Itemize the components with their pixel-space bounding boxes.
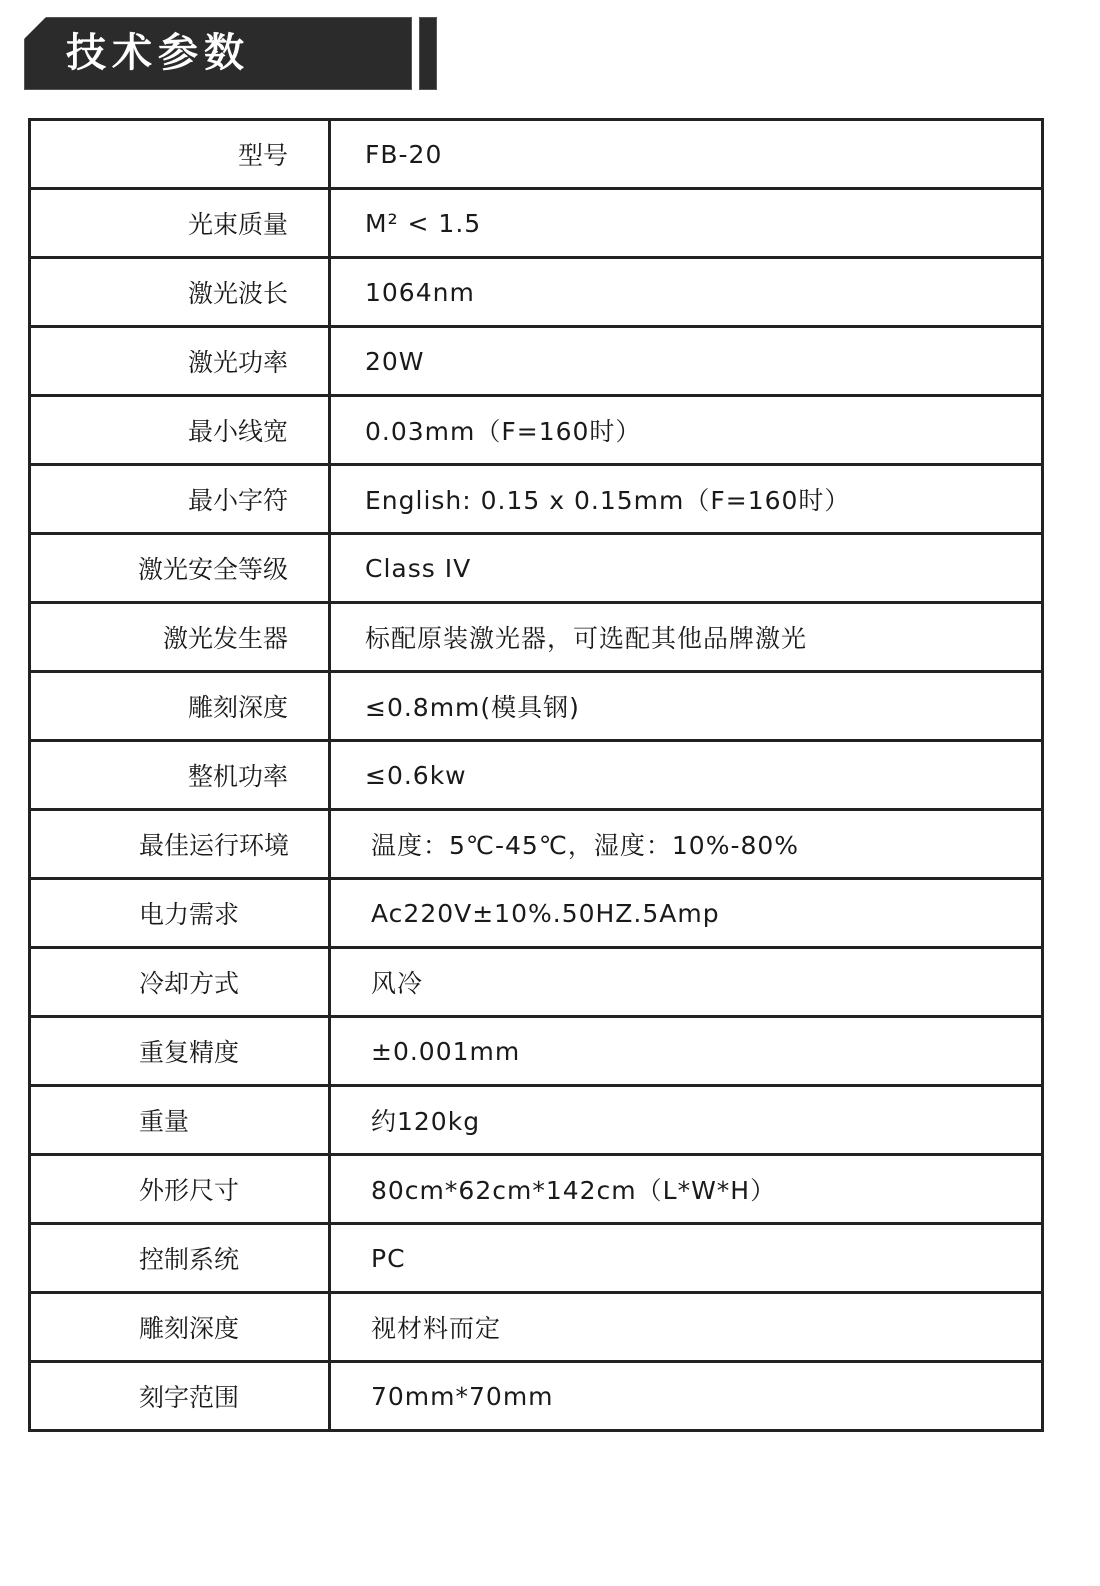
banner-accent-bar (419, 17, 437, 90)
spec-label: 雕刻深度 (30, 1293, 330, 1362)
spec-value: 标配原装激光器，可选配其他品牌激光 (330, 603, 1043, 672)
table-row (30, 465, 1043, 534)
table-row (30, 741, 1043, 810)
spec-value: M² < 1.5 (330, 189, 1043, 258)
spec-label: 冷却方式 (30, 948, 330, 1017)
spec-value: FB-20 (330, 120, 1043, 189)
spec-label: 激光波长 (30, 258, 330, 327)
spec-label: 整机功率 (30, 741, 330, 810)
spec-value: PC (330, 1224, 1043, 1293)
table-row (30, 396, 1043, 465)
banner-corner-notch (24, 17, 46, 39)
spec-label: 激光安全等级 (30, 534, 330, 603)
table-row (30, 1155, 1043, 1224)
spec-value: 温度：5℃-45℃，湿度：10%-80% (330, 810, 1043, 879)
spec-value: 约120kg (330, 1086, 1043, 1155)
spec-value: 80cm*62cm*142cm（L*W*H） (330, 1155, 1043, 1224)
table-row (30, 1017, 1043, 1086)
table-row (30, 1293, 1043, 1362)
spec-label: 重复精度 (30, 1017, 330, 1086)
table-row (30, 534, 1043, 603)
spec-label: 型号 (30, 120, 330, 189)
spec-label: 控制系统 (30, 1224, 330, 1293)
spec-value: 1064nm (330, 258, 1043, 327)
spec-value: Class IV (330, 534, 1043, 603)
table-row (30, 1362, 1043, 1431)
spec-label: 最小线宽 (30, 396, 330, 465)
section-title: 技术参数 (66, 30, 250, 76)
spec-value: ≤0.8mm(模具钢) (330, 672, 1043, 741)
table-row (30, 189, 1043, 258)
spec-label: 最小字符 (30, 465, 330, 534)
table-row (30, 879, 1043, 948)
spec-label: 外形尺寸 (30, 1155, 330, 1224)
spec-value: ±0.001mm (330, 1017, 1043, 1086)
spec-value: ≤0.6kw (330, 741, 1043, 810)
table-row (30, 1086, 1043, 1155)
table-row (30, 327, 1043, 396)
spec-label: 光束质量 (30, 189, 330, 258)
spec-label: 电力需求 (30, 879, 330, 948)
spec-value: 视材料而定 (330, 1293, 1043, 1362)
table-row (30, 603, 1043, 672)
table-row (30, 1224, 1043, 1293)
spec-value: 20W (330, 327, 1043, 396)
spec-value: 70mm*70mm (330, 1362, 1043, 1431)
table-row (30, 810, 1043, 879)
table-row (30, 258, 1043, 327)
spec-label: 重量 (30, 1086, 330, 1155)
spec-label: 刻字范围 (30, 1362, 330, 1431)
spec-value: 风冷 (330, 948, 1043, 1017)
spec-label: 最佳运行环境 (30, 810, 330, 879)
spec-value: 0.03mm（F=160时） (330, 396, 1043, 465)
spec-label: 激光功率 (30, 327, 330, 396)
spec-table (28, 118, 1044, 1432)
table-row (30, 948, 1043, 1017)
spec-label: 雕刻深度 (30, 672, 330, 741)
spec-value: Ac220V±10%.50HZ.5Amp (330, 879, 1043, 948)
table-row (30, 672, 1043, 741)
table-row (30, 120, 1043, 189)
spec-label: 激光发生器 (30, 603, 330, 672)
spec-value: English: 0.15 x 0.15mm（F=160时） (330, 465, 1043, 534)
